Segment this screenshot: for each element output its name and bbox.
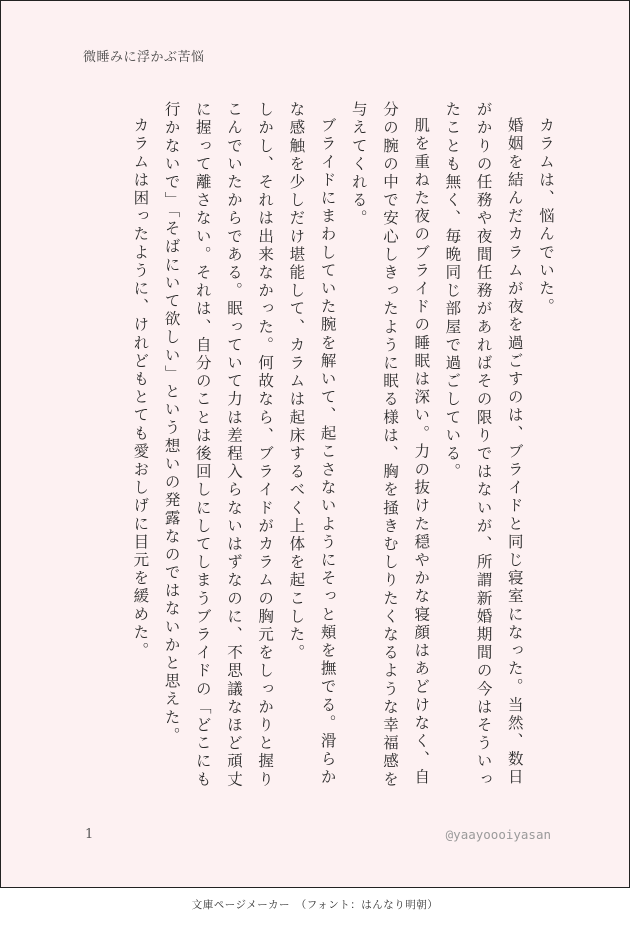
footer-credit: 文庫ページメーカー （フォント：はんなり明朝） [191, 899, 439, 911]
paragraph: ブライドにまわしていた腕を解いて、起こさないようにそっと頬を撫でる。滑らかな感触を少しだけ堪能して、カラムは起床するべく上体を起こした。 [287, 101, 337, 787]
paragraph: 婚姻を結んだカラムが夜を過ごすのは、ブライドと同じ寝室になった。当然、数日がかりの任務や夜間任務があればその限りではないが、所謂新婚期間の今はそういったことも無く、毎晩同じ部屋で過ごしている。 [443, 101, 524, 789]
body-text [63, 101, 561, 801]
page-number: 1 [85, 827, 94, 842]
paragraph: しかし、それは出来なかった。何故なら、ブライドがカラムの胸元をしっかりと握りこんでいたからである。眠っていて力は差程入らないはずなのに、不思議なほど頑丈に握って離さない。それは、自分のことは後回しにしてしまうブライドの「どこにも行かないで」「そばにいて欲しい」という想いの発露なのではないかと思えた。 [162, 101, 275, 789]
paragraph: カラムは、悩んでいた。 [537, 116, 555, 316]
paragraph: カラムは困ったように、けれどもとても愛おしげに目元を緩めた。 [131, 116, 150, 660]
book-title: 微睡みに浮かぶ苦悩 [83, 50, 205, 65]
paragraph: 肌を重ねた夜のブライドの睡眠は深い。力の抜けた穏やかな寝顔はあどけなく、自分の腕の中で安心しきったように眠る様は、胸を掻きむしりたくなるような幸福感を与えてくれる。 [349, 101, 431, 789]
author-handle: @yaayoooiyasan [445, 827, 551, 842]
